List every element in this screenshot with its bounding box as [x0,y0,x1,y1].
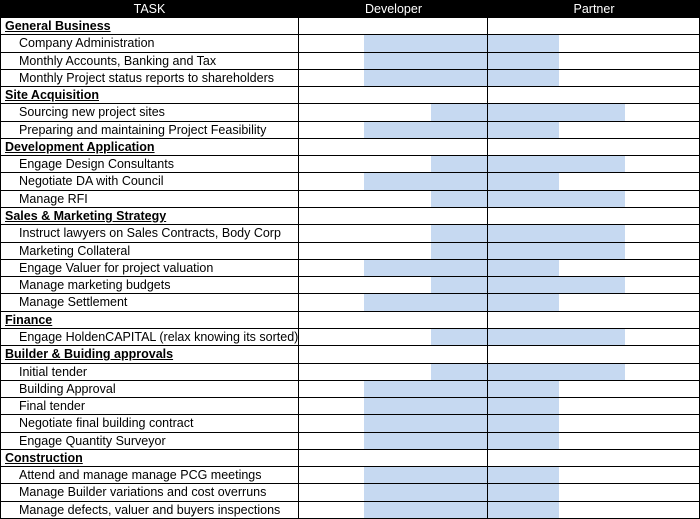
task-label: Manage Settlement [0,294,299,311]
section-row [0,208,700,225]
developer-share-bar [431,156,487,172]
task-label: Negotiate DA with Council [0,173,299,190]
developer-share-bar [364,398,487,414]
table-row [0,415,700,432]
developer-cell [299,122,488,139]
table-row [0,156,700,173]
section-row [0,18,700,35]
task-label: Monthly Project status reports to shareholders [0,70,299,87]
partner-share-bar [488,277,625,293]
task-label: Engage HoldenCAPITAL (relax knowing its sorted) [0,329,299,346]
task-label: Final tender [0,398,299,415]
section-title: Builder & Buiding approvals [0,346,299,363]
developer-cell [299,398,488,415]
section-title: Sales & Marketing Strategy [0,208,299,225]
partner-share-bar [488,260,559,276]
task-label: Manage marketing budgets [0,277,299,294]
table-row [0,122,700,139]
table-row [0,381,700,398]
developer-cell [299,433,488,450]
developer-share-bar [431,277,487,293]
table-row [0,260,700,277]
developer-share-bar [364,381,487,397]
partner-share-bar [488,364,625,380]
section-title: Construction [0,450,299,467]
table-row [0,433,700,450]
task-label: Attend and manage manage PCG meetings [0,467,299,484]
partner-cell [488,18,700,35]
partner-cell [488,277,700,294]
section-row [0,346,700,363]
partner-cell [488,191,700,208]
task-label: Building Approval [0,381,299,398]
section-title: Finance [0,312,299,329]
table-row [0,329,700,346]
developer-cell [299,415,488,432]
partner-share-bar [488,35,559,51]
developer-share-bar [364,70,487,86]
partner-share-bar [488,415,559,431]
partner-cell [488,450,700,467]
partner-cell [488,122,700,139]
partner-share-bar [488,502,559,518]
section-title: Site Acquisition [0,87,299,104]
partner-share-bar [488,381,559,397]
task-label: Initial tender [0,364,299,381]
task-label: Engage Design Consultants [0,156,299,173]
developer-cell [299,208,488,225]
partner-share-bar [488,191,625,207]
developer-cell [299,243,488,260]
task-label: Manage RFI [0,191,299,208]
partner-cell [488,87,700,104]
section-row [0,139,700,156]
partner-share-bar [488,53,559,69]
partner-cell [488,156,700,173]
task-label: Engage Valuer for project valuation [0,260,299,277]
table-row [0,225,700,242]
section-row [0,450,700,467]
partner-share-bar [488,484,559,500]
partner-share-bar [488,329,625,345]
task-label: Instruct lawyers on Sales Contracts, Body Corp [0,225,299,242]
partner-share-bar [488,70,559,86]
developer-share-bar [364,484,487,500]
developer-share-bar [431,329,487,345]
table-row [0,173,700,190]
developer-share-bar [431,364,487,380]
table-row [0,277,700,294]
developer-cell [299,294,488,311]
task-label: Company Administration [0,35,299,52]
partner-share-bar [488,173,559,189]
developer-cell [299,225,488,242]
table-row [0,294,700,311]
partner-share-bar [488,467,559,483]
table-row [0,35,700,52]
developer-share-bar [431,191,487,207]
developer-cell [299,312,488,329]
partner-cell [488,329,700,346]
developer-share-bar [364,53,487,69]
partner-cell [488,139,700,156]
partner-cell [488,415,700,432]
partner-cell [488,35,700,52]
developer-share-bar [364,467,487,483]
developer-cell [299,502,488,519]
developer-share-bar [364,294,487,310]
developer-share-bar [431,243,487,259]
partner-cell [488,225,700,242]
developer-cell [299,484,488,501]
developer-cell [299,191,488,208]
developer-cell [299,346,488,363]
partner-share-bar [488,294,559,310]
developer-share-bar [364,433,487,449]
task-label: Marketing Collateral [0,243,299,260]
developer-cell [299,381,488,398]
developer-share-bar [364,415,487,431]
partner-column-header: Partner [573,2,615,16]
developer-cell [299,139,488,156]
partner-cell [488,70,700,87]
developer-cell [299,329,488,346]
developer-share-bar [431,104,487,120]
partner-cell [488,208,700,225]
partner-cell [488,173,700,190]
partner-share-bar [488,433,559,449]
partner-cell [488,484,700,501]
partner-share-bar [488,225,625,241]
partner-share-bar [488,104,625,120]
table-row [0,70,700,87]
task-label: Monthly Accounts, Banking and Tax [0,53,299,70]
developer-cell [299,87,488,104]
partner-cell [488,398,700,415]
partner-share-bar [488,122,559,138]
partner-cell [488,312,700,329]
developer-cell [299,277,488,294]
developer-cell [299,156,488,173]
developer-share-bar [364,502,487,518]
table-row [0,104,700,121]
partner-cell [488,433,700,450]
developer-share-bar [431,225,487,241]
developer-share-bar [364,122,487,138]
task-label: Engage Quantity Surveyor [0,433,299,450]
developer-cell [299,467,488,484]
task-label: Manage defects, valuer and buyers inspections [0,502,299,519]
table-row [0,398,700,415]
section-title: Development Application [0,139,299,156]
developer-cell [299,260,488,277]
developer-cell [299,173,488,190]
developer-cell [299,104,488,121]
partner-cell [488,53,700,70]
table-row [0,191,700,208]
table-header [0,0,700,18]
partner-share-bar [488,156,625,172]
table-row [0,53,700,70]
section-row [0,87,700,104]
task-column-header: TASK [133,2,166,16]
partner-cell [488,381,700,398]
partner-cell [488,294,700,311]
developer-share-bar [364,260,487,276]
section-row [0,312,700,329]
table-row [0,243,700,260]
developer-column-header: Developer [365,2,422,16]
partner-share-bar [488,243,625,259]
table-row [0,364,700,381]
developer-cell [299,70,488,87]
partner-cell [488,502,700,519]
developer-cell [299,450,488,467]
partner-cell [488,346,700,363]
task-label: Manage Builder variations and cost overruns [0,484,299,501]
partner-cell [488,260,700,277]
partner-cell [488,467,700,484]
developer-cell [299,18,488,35]
task-label: Sourcing new project sites [0,104,299,121]
table-row [0,502,700,519]
developer-share-bar [364,35,487,51]
task-label: Preparing and maintaining Project Feasibility [0,122,299,139]
developer-cell [299,53,488,70]
developer-cell [299,35,488,52]
partner-cell [488,243,700,260]
developer-cell [299,364,488,381]
partner-share-bar [488,398,559,414]
task-label: Negotiate final building contract [0,415,299,432]
section-title: General Business [0,18,299,35]
partner-cell [488,104,700,121]
table-row [0,467,700,484]
table-row [0,484,700,501]
developer-share-bar [364,173,487,189]
partner-cell [488,364,700,381]
